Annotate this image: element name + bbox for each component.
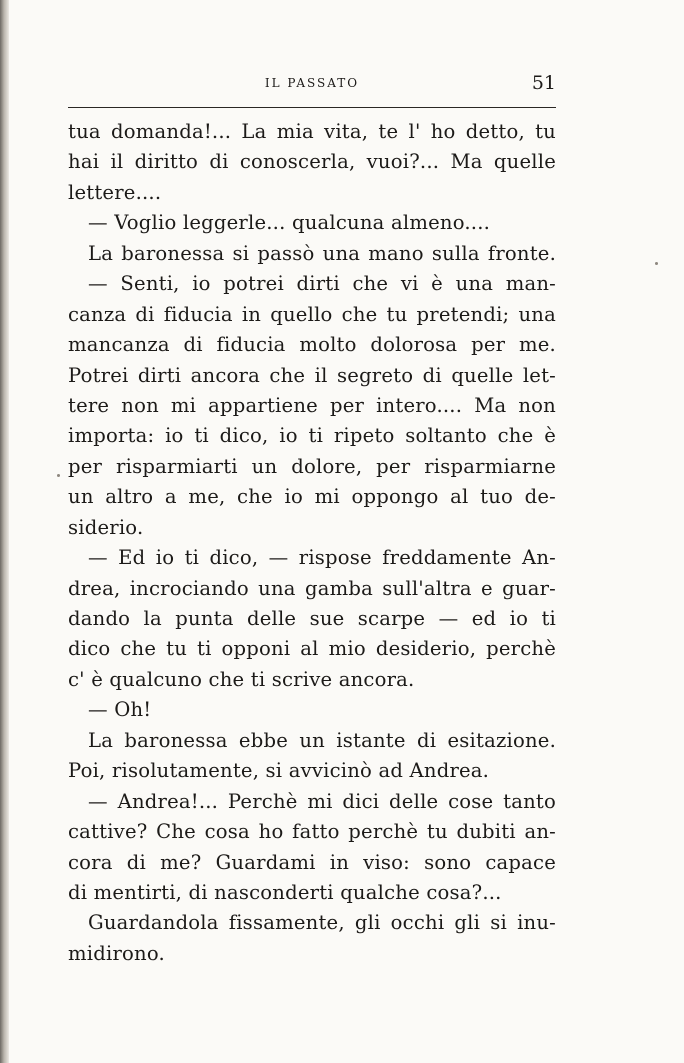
header-rule	[68, 107, 556, 108]
page-number: 51	[531, 72, 556, 94]
text-line: di mentirti, di nasconderti qualche cosa?...	[68, 880, 502, 904]
text-line: Poi, risolutamente, si avvicinò ad Andrea.	[68, 759, 490, 783]
text-line: dando la punta delle sue scarpe — ed io ti	[68, 607, 556, 630]
text-line: per risparmiarti un dolore, per risparmiarne	[68, 454, 556, 478]
text-line: lettere....	[68, 180, 162, 204]
text-line: La baronessa ebbe un istante di esitazione.	[88, 728, 556, 752]
running-title: IL PASSATO	[264, 76, 360, 90]
running-head	[68, 72, 556, 100]
text-line: c' è qualcuno che ti scrive ancora.	[68, 667, 415, 691]
text-line: — Ed io ti dico, — rispose freddamente An-	[88, 546, 556, 570]
text-line: un altro a me, che io mi oppongo al tuo de-	[68, 485, 556, 509]
text-line: mancanza di fiducia molto dolorosa per me.	[68, 333, 556, 357]
text-line: — Oh!	[88, 698, 152, 722]
body-text	[68, 117, 556, 969]
text-line: dico che tu ti opponi al mio desiderio, perchè	[68, 637, 556, 661]
text-line: drea, incrociando una gamba sull'altra e guar-	[68, 576, 556, 600]
text-line: — Voglio leggerle... qualcuna almeno....	[88, 211, 491, 235]
paper-speck	[57, 474, 60, 477]
text-line: siderio.	[68, 515, 144, 539]
text-line: tua domanda!... La mia vita, te l' ho detto, tu	[68, 120, 556, 143]
text-line: cattive? Che cosa ho fatto perchè tu dubiti an-	[68, 820, 556, 844]
text-line: importa: io ti dico, io ti ripeto soltanto che è	[68, 424, 556, 448]
text-line: cora di me? Guardami in viso: sono capace	[68, 850, 556, 874]
text-line: — Andrea!... Perchè mi dici delle cose tanto	[88, 789, 556, 813]
text-line: midirono.	[68, 941, 165, 965]
paper-speck	[655, 262, 658, 265]
text-line: — Senti, io potrei dirti che vi è una man-	[88, 272, 556, 296]
text-line: Guardandola fissamente, gli occhi gli si inu-	[88, 911, 556, 935]
text-line: Potrei dirti ancora che il segreto di quelle let-	[68, 363, 556, 387]
text-line: tere non mi appartiene per intero.... Ma non	[68, 393, 556, 417]
page-binding-edge	[0, 0, 9, 1063]
text-line: La baronessa si passò una mano sulla fronte.	[88, 241, 556, 265]
text-line: canza di fiducia in quello che tu pretendi; una	[68, 302, 556, 326]
text-line: hai il diritto di conoscerla, vuoi?... Ma quelle	[68, 150, 556, 174]
